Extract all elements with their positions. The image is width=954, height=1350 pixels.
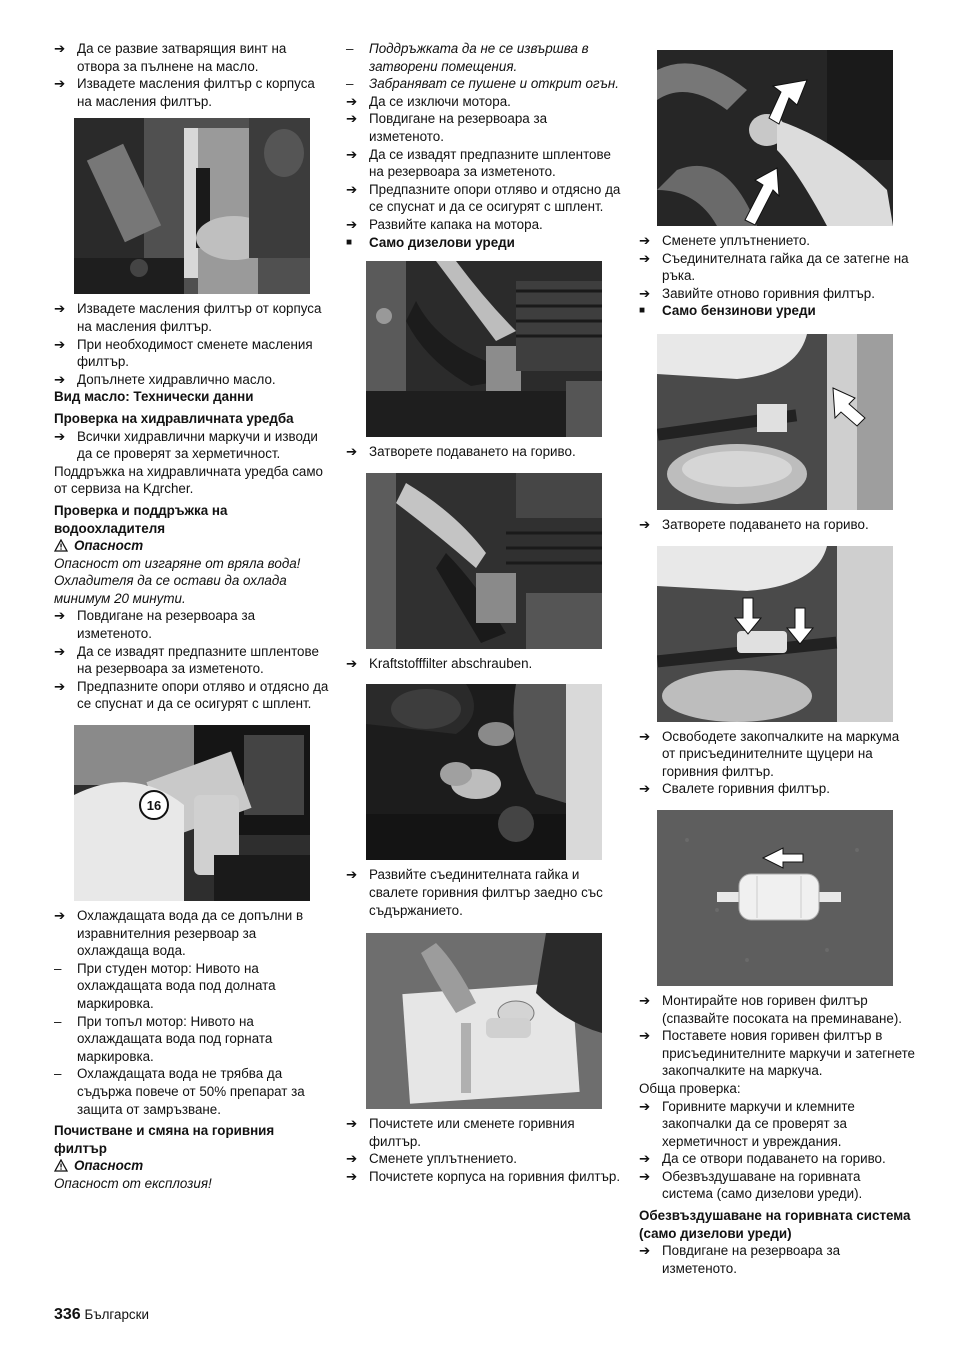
arrow-icon: ➔ — [54, 428, 66, 444]
arrow-icon: ➔ — [54, 336, 66, 352]
warning-title: Опасност — [54, 537, 330, 555]
photo-petrol-valve — [657, 334, 893, 510]
heading-fuel-filter: Почистване и смяна на горивния филтър — [54, 1123, 275, 1156]
list-item-dash: – Забраняват се пушене и открит огън. — [346, 76, 619, 92]
dash-marker: – — [54, 1066, 62, 1082]
arrow-icon: ➔ — [54, 41, 66, 56]
dash-marker: – — [54, 1013, 62, 1029]
arrow-icon: ➔ — [639, 1098, 651, 1114]
arrow-icon: ➔ — [346, 93, 358, 109]
list-item: ➔ Завийте отново горивния филтър. — [639, 285, 875, 301]
dash-marker: – — [346, 41, 354, 56]
list-item: ➔ Почистете или сменете горивния филтър. — [346, 1116, 575, 1149]
square-bullet-icon: ■ — [346, 236, 353, 248]
list-item: ➔ Поставете новия горивен филтър в присъединителните маркучи и затегнете закопчалките на маркуча. — [639, 1028, 916, 1079]
warning-text: Опасност от изгаряне от вряла вода! Охладителя да се остави да охлада минимум 20 минути. — [54, 555, 301, 606]
list-item: ➔ Предпазните опори отляво и отдясно да се спуснат и да се осигурят с шплент. — [54, 678, 329, 712]
warning-icon — [54, 539, 68, 552]
list-item: ➔ Свалете горивния филтър. — [639, 781, 830, 797]
photo-diesel-fuel-valve — [366, 261, 602, 437]
list-item: ➔ Повдигане на резервоара за изметеното. — [54, 608, 256, 642]
list-item: ➔ Kraftstofffilter abschrauben. — [346, 655, 533, 671]
list-item-dash: – Охлаждащата вода не трябва да съдържа повече от 50% препарат за защита от замръзване. — [54, 1066, 305, 1117]
list-item: ➔ Предпазните опори отляво и отдясно да се спуснат и да се осигурят с шплент. — [346, 181, 621, 215]
arrow-icon: ➔ — [639, 1168, 651, 1184]
arrow-icon: ➔ — [639, 781, 651, 797]
arrow-icon: ➔ — [346, 444, 358, 460]
page-language: Български — [84, 1307, 149, 1322]
list-item: ➔ Монтирайте нов горивен филтър (спазвайте посоката на преминаване). — [639, 992, 902, 1026]
arrow-icon: ➔ — [54, 908, 66, 924]
list-item: ➔ Извадете масления филтър от корпуса на масления филтър. — [54, 301, 322, 334]
arrow-icon: ➔ — [54, 608, 66, 624]
column-right — [639, 40, 915, 1277]
list-item: ➔ Да се извадят предпазните шплентове на резервоара за изметеното. — [54, 643, 319, 677]
page-number: 336 — [54, 1306, 81, 1323]
list-item: ➔ Да се отвори подаването на гориво. — [639, 1151, 886, 1167]
arrow-icon: ➔ — [346, 111, 358, 127]
list-item: ➔ Сменете уплътнението. — [639, 233, 811, 248]
arrow-icon: ➔ — [639, 992, 651, 1008]
paragraph-service: Поддръжка на хидравличната уредба само от сервиза на Kдrcher. — [54, 463, 324, 497]
photo-new-filter — [657, 810, 893, 986]
list-item: ➔ Повдигане на резервоара за изметеното. — [346, 111, 548, 144]
arrow-icon: ➔ — [639, 233, 651, 248]
warning-text: Опасност от експлозия! — [54, 1175, 212, 1191]
column-middle — [346, 40, 622, 1185]
heading-oil-type: Вид масло: Технически данни — [54, 389, 254, 405]
arrow-icon: ➔ — [346, 1151, 358, 1167]
photo-oil-filter — [74, 118, 310, 294]
list-item: ➔ Да се извадят предпазните шплентове на резервоара за изметеното. — [346, 146, 611, 180]
arrow-icon: ➔ — [54, 371, 66, 387]
arrow-icon: ➔ — [346, 146, 358, 162]
arrow-icon: ➔ — [54, 643, 66, 659]
list-item-dash: – При топъл мотор: Нивото на охлаждащата вода под горната маркировка. — [54, 1013, 273, 1064]
arrow-icon: ➔ — [346, 181, 358, 197]
heading-coolant: Проверка и поддръжка на водоохладителя — [54, 502, 228, 536]
arrow-icon: ➔ — [639, 250, 651, 266]
list-item: ➔ Развийте капака на мотора. — [346, 216, 543, 232]
square-bullet-icon: ■ — [639, 305, 646, 317]
list-item: ➔ Развийте съединителната гайка и свалете горивния филтър заедно със съдържанието. — [346, 867, 603, 918]
dash-marker: – — [346, 76, 354, 92]
list-item: ➔ Съединителната гайка да се затегне на ръка. — [639, 250, 909, 284]
heading-hydraulic-check: Проверка на хидравличната уредба — [54, 410, 294, 426]
photo-reinstall-filter — [657, 50, 893, 226]
warning-title: Опасност — [54, 1157, 330, 1175]
photo-remove-filter — [366, 684, 602, 860]
arrow-icon: ➔ — [639, 728, 651, 744]
page-footer — [54, 1306, 149, 1324]
arrow-icon: ➔ — [54, 76, 66, 92]
list-item: ➔ Затворете подаването на гориво. — [639, 516, 869, 532]
section-petrol: ■ Само бензинови уреди — [639, 303, 816, 319]
arrow-icon: ➔ — [346, 1116, 358, 1132]
photo-unscrew-filter — [366, 473, 602, 649]
list-item: ➔ Повдигане на резервоара за изметеното. — [639, 1243, 841, 1276]
warning-icon — [54, 1159, 68, 1172]
list-item: ➔ Почистете корпуса на горивния филтър. — [346, 1168, 621, 1184]
list-item: ➔ Освободете закопчалките на маркума от присъединителните щуцери на горивния филтър. — [639, 728, 900, 779]
list-item: ➔ Горивните маркучи и клемните закопчалки да се проверят за херметичност и увреждания. — [639, 1098, 855, 1149]
list-item: ➔ Охлаждащата вода да се допълни в изравнителния резервоар за охлаждаща вода. — [54, 908, 304, 959]
list-item-dash: – Поддръжката да не се извършва в затворени помещения. — [346, 41, 589, 74]
arrow-icon: ➔ — [639, 285, 651, 301]
arrow-icon: ➔ — [639, 1151, 651, 1167]
list-item: ➔ Всички хидравлични маркучи и изводи да се проверят за херметичност. — [54, 428, 318, 462]
arrow-icon: ➔ — [639, 1243, 651, 1259]
list-item: ➔ Обезвъздушаване на горивната система (само дизелови уреди). — [639, 1168, 863, 1202]
paragraph-general-check: Обща проверка: — [639, 1080, 741, 1096]
arrow-icon: ➔ — [346, 1168, 358, 1184]
photo-coolant — [74, 725, 310, 901]
arrow-icon: ➔ — [639, 516, 651, 532]
coolant-number: 16 — [146, 798, 162, 814]
list-item: ➔ Извадете масления филтър с корпуса на масления филтър. — [54, 76, 315, 109]
arrow-icon: ➔ — [54, 301, 66, 317]
photo-clean-filter — [366, 933, 602, 1109]
arrow-icon: ➔ — [54, 678, 66, 694]
section-diesel: ■ Само дизелови уреди — [346, 234, 515, 250]
arrow-icon: ➔ — [346, 867, 358, 883]
column-left — [54, 40, 330, 1193]
list-item: ➔ Да се изключи мотора. — [346, 93, 511, 109]
dash-marker: – — [54, 960, 62, 976]
list-item: ➔ Сменете уплътнението. — [346, 1151, 518, 1167]
list-item: ➔ При необходимост сменете масления филтър. — [54, 336, 313, 370]
photo-release-clamps — [657, 546, 893, 722]
list-item: ➔ Допълнете хидравлично масло. — [54, 371, 276, 387]
list-item: ➔ Да се развие затварящия винт на отвора за пълнене на масло. — [54, 41, 287, 74]
arrow-icon: ➔ — [346, 655, 358, 671]
list-item-dash: – При студен мотор: Нивото на охлаждащата вода под долната маркировка. — [54, 960, 276, 1011]
list-item: ➔ Затворете подаването на гориво. — [346, 444, 576, 460]
arrow-icon: ➔ — [639, 1028, 651, 1044]
arrow-icon: ➔ — [346, 216, 358, 232]
heading-bleed-fuel: Обезвъздушаване на горивната система (само дизелови уреди) — [639, 1208, 911, 1241]
